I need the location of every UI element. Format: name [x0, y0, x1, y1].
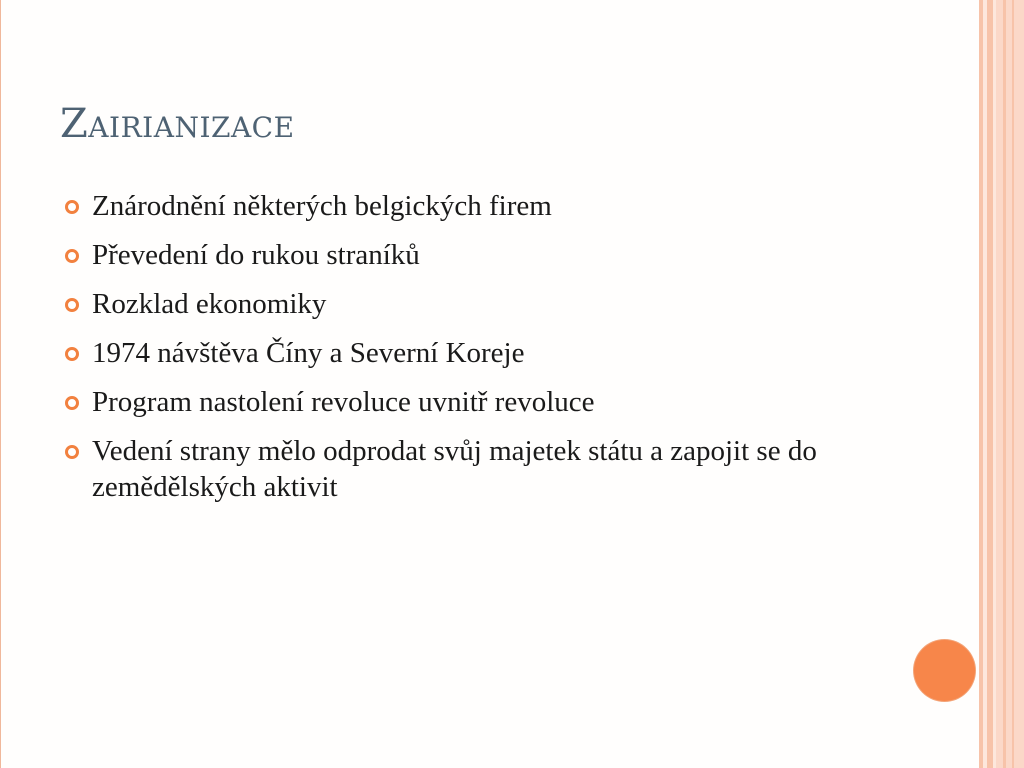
- slide-title: Zairianizace: [60, 101, 295, 147]
- left-frame-line: [0, 0, 1, 768]
- bullet-item: [62, 237, 882, 273]
- right-stripe: [1003, 0, 1006, 768]
- bullet-item: [62, 188, 882, 224]
- bullet-text: Rozklad ekonomiky: [92, 288, 327, 320]
- bullet-list: [62, 188, 882, 518]
- bullet-item: [62, 384, 882, 420]
- bullet-text: 1974 návštěva Číny a Severní Koreje: [92, 337, 525, 369]
- bullet-ring-icon: [65, 396, 79, 410]
- right-stripe: [1012, 0, 1014, 768]
- bullet-item: [62, 433, 882, 505]
- bullet-ring-icon: [65, 249, 79, 263]
- bullet-ring-icon: [65, 200, 79, 214]
- bullet-text: Znárodnění některých belgických firem: [92, 190, 552, 222]
- bullet-text: Program nastolení revoluce uvnitř revoluce: [92, 386, 595, 418]
- bullet-ring-icon: [65, 347, 79, 361]
- bullet-item: [62, 335, 882, 371]
- bullet-text: Převedení do rukou straníků: [92, 239, 420, 271]
- bullet-item: [62, 286, 882, 322]
- right-stripe: [996, 0, 1024, 768]
- orange-circle-decoration: [914, 640, 975, 701]
- bullet-ring-icon: [65, 298, 79, 312]
- bullet-ring-icon: [65, 445, 79, 459]
- bullet-text: Vedení strany mělo odprodat svůj majetek státu a zapojit se do zemědělských aktivit: [92, 435, 817, 503]
